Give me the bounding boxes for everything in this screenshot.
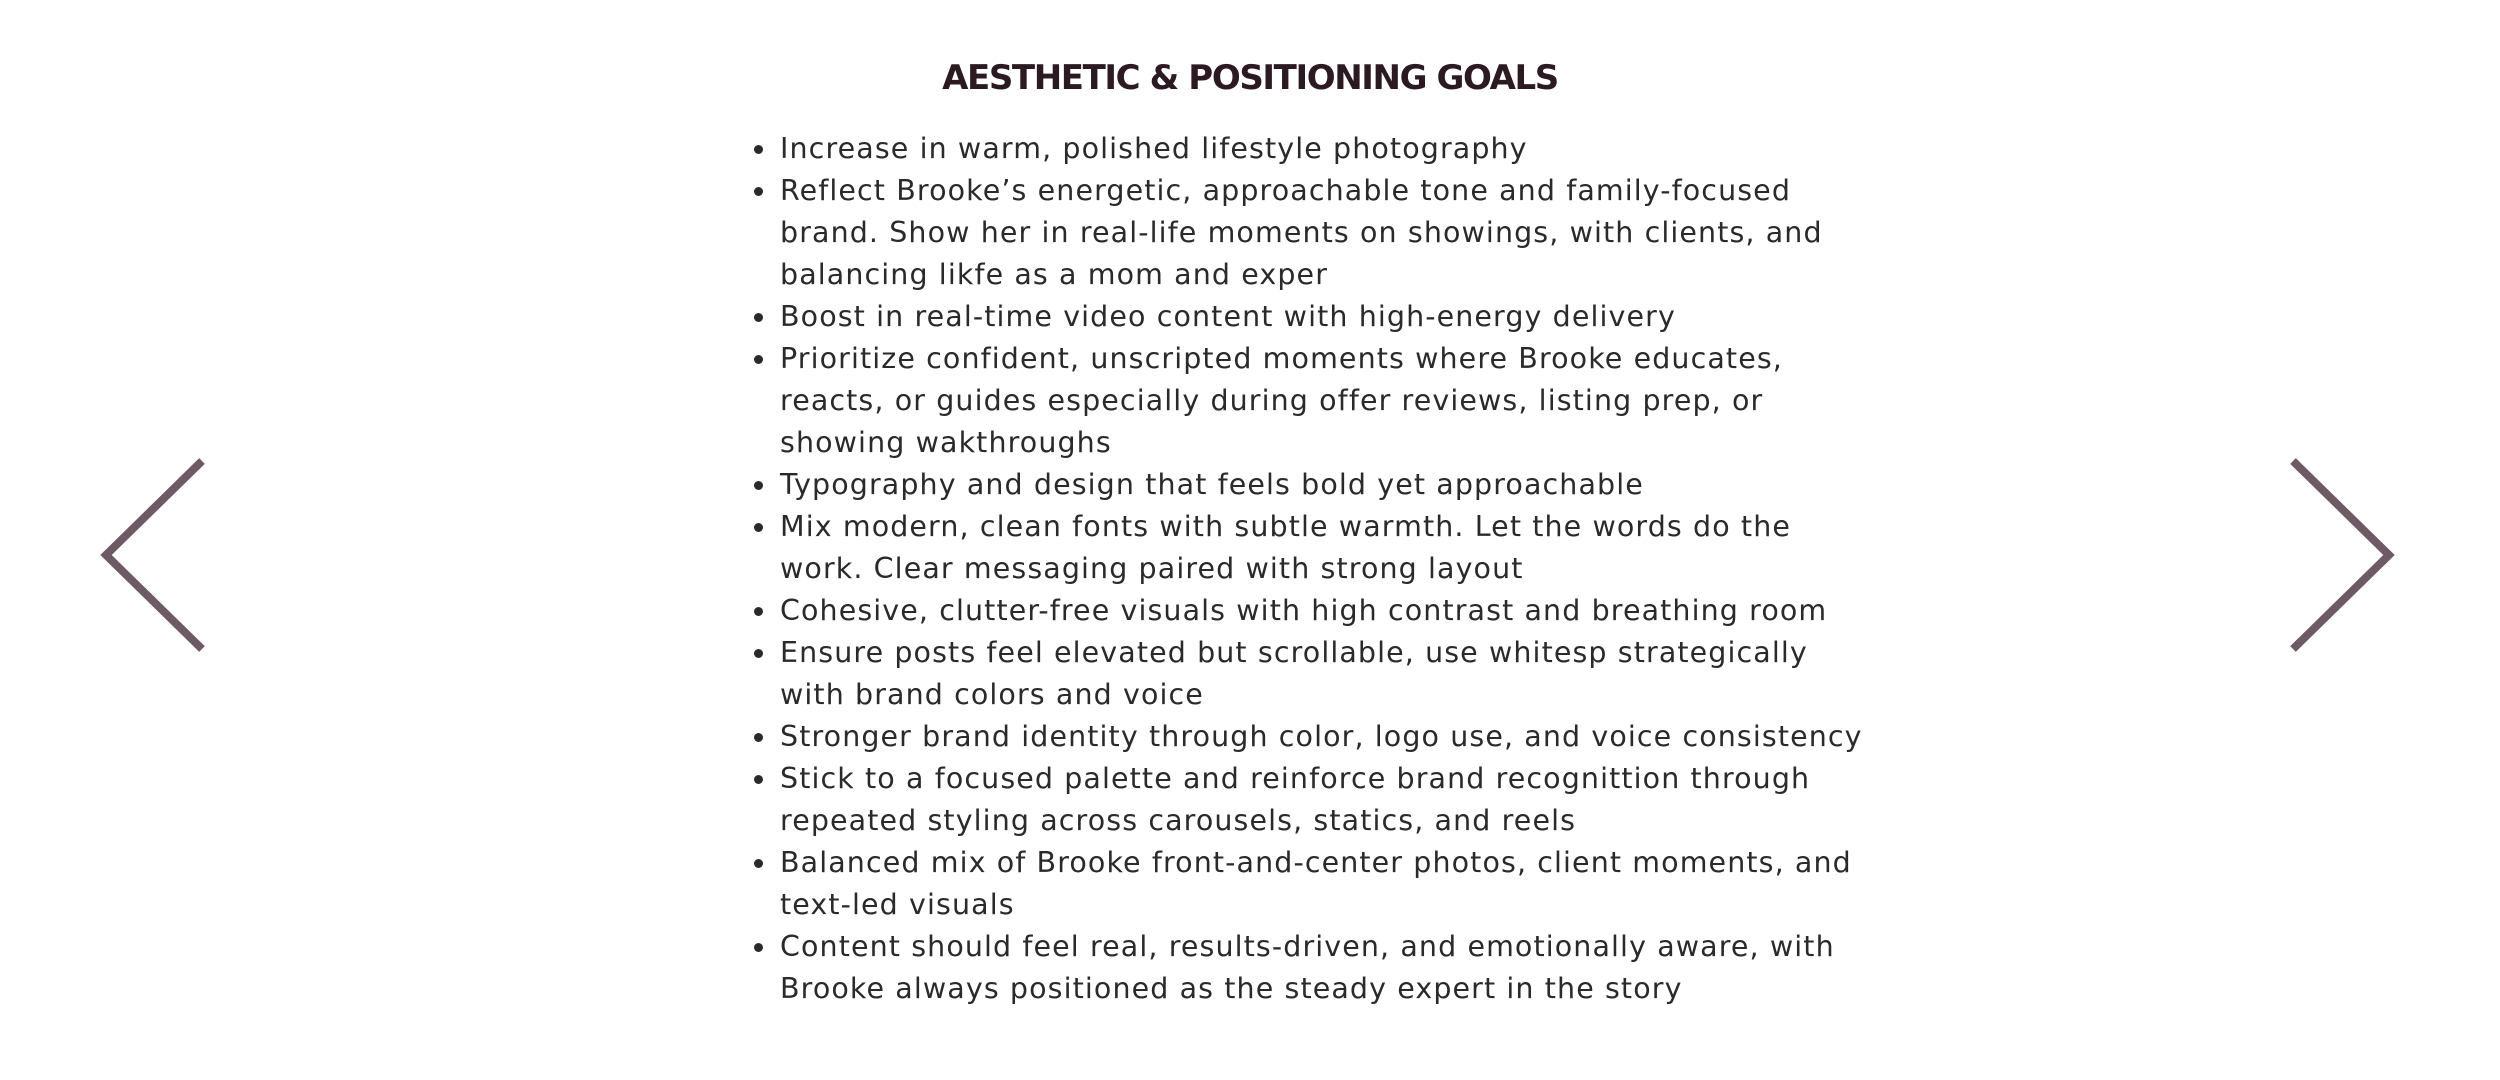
goal-item xyxy=(750,506,1910,590)
bullet-icon xyxy=(754,187,763,196)
prev-slide-button[interactable] xyxy=(90,455,210,655)
goal-item xyxy=(750,170,1910,296)
goal-line: Increase in warm, polished lifestyle photography xyxy=(780,132,1528,165)
goal-line: Boost in real-time video content with high-energy delivery xyxy=(780,300,1676,333)
goal-line: Prioritize confident, unscripted moments where Brooke educates, xyxy=(780,342,1783,375)
bullet-icon xyxy=(754,355,763,364)
next-slide-button[interactable] xyxy=(2285,455,2405,655)
goal-item xyxy=(750,758,1910,842)
goal-line: Mix modern, clean fonts with subtle warmth. Let the words do the xyxy=(780,510,1791,543)
goal-item xyxy=(750,464,1910,506)
goal-line: Stick to a focused palette and reinforce brand recognittion through xyxy=(780,762,1811,795)
bullet-icon xyxy=(754,481,763,490)
goal-line: with brand colors and voice xyxy=(780,678,1204,711)
bullet-icon xyxy=(754,943,763,952)
chevron-right-icon xyxy=(2285,455,2405,655)
goal-line: text-led visuals xyxy=(780,888,1015,921)
bullet-icon xyxy=(754,607,763,616)
goal-line: Balanced mix of Brooke front-and-center photos, client moments, and xyxy=(780,846,1852,879)
goal-item xyxy=(750,590,1910,632)
goal-line: Typography and design that feels bold yet approachable xyxy=(780,468,1644,501)
goal-line: repeated styling across carousels, statics, and reels xyxy=(780,804,1577,837)
goal-line: Content should feel real, results-driven, and emotionally aware, with xyxy=(780,930,1835,963)
goal-line: work. Clear messaging paired with strong layout xyxy=(780,552,1524,585)
bullet-icon xyxy=(754,859,763,868)
goal-line: balancing likfe as a mom and exper xyxy=(780,258,1329,291)
chevron-left-icon xyxy=(90,455,210,655)
bullet-icon xyxy=(754,313,763,322)
goal-item xyxy=(750,842,1910,926)
bullet-icon xyxy=(754,649,763,658)
slide-title: AESTHETIC & POSITIONING GOALS xyxy=(942,58,1558,98)
goal-line: Reflect Brooke’s energetic, approachable tone and family-focused xyxy=(780,174,1792,207)
goal-item xyxy=(750,926,1910,1010)
goal-line: Cohesive, clutter-free visuals with high contrast and breathing room xyxy=(780,594,1828,627)
goal-item xyxy=(750,632,1910,716)
goal-line: Ensure posts feel elevated but scrollable, use whitesp strategically xyxy=(780,636,1808,669)
goal-item xyxy=(750,296,1910,338)
goal-line: brand. Show her in real-life moments on showings, with clients, and xyxy=(780,216,1823,249)
goal-item xyxy=(750,338,1910,464)
bullet-icon xyxy=(754,145,763,154)
bullet-icon xyxy=(754,523,763,532)
goal-line: Stronger brand identity through color, logo use, and voice consistency xyxy=(780,720,1863,753)
goal-line: Brooke always positioned as the steady expert in the story xyxy=(780,972,1683,1005)
bullet-icon xyxy=(754,733,763,742)
bullet-icon xyxy=(754,775,763,784)
goal-item xyxy=(750,128,1910,170)
goal-line: showing wakthroughs xyxy=(780,426,1112,459)
goals-list xyxy=(750,128,1910,1010)
goal-line: reacts, or guides especially during offer reviews, listing prep, or xyxy=(780,384,1764,417)
goal-item xyxy=(750,716,1910,758)
